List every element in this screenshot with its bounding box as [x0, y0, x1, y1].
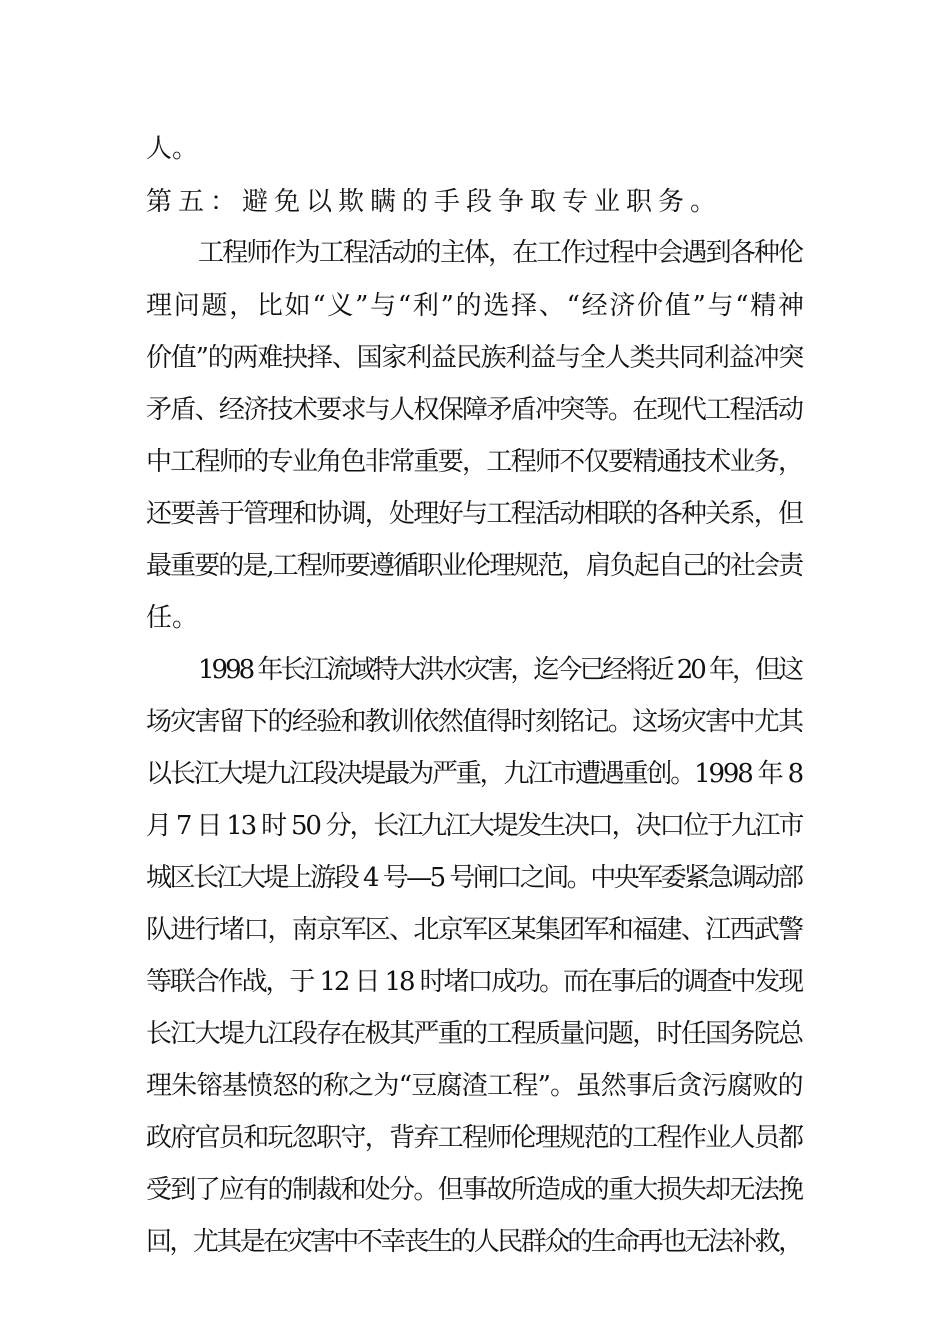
paragraph-start-line: 1998 年长江流域特大洪水灾害，迄今已经将近 20 年，但这	[198, 655, 802, 685]
text-line: 第五：避免以欺瞒的手段争取专业职务。	[146, 187, 723, 217]
text-line: 受到了应有的制裁和处分。但事故所造成的重大损失却无法挽	[146, 1175, 803, 1205]
text-line: 长江大堤九江段存在极其严重的工程质量问题，时任国务院总	[146, 1019, 803, 1049]
text-line: 人。	[146, 134, 199, 164]
text-line: 等联合作战，于 12 日 18 时堵口成功。而在事后的调查中发现	[146, 967, 803, 997]
text-line: 任。	[146, 603, 199, 633]
text-line: 回，尤其是在灾害中不幸丧生的人民群众的生命再也无法补救，	[146, 1227, 802, 1257]
text-line: 以长江大堤九江段决堤最为严重，九江市遭遇重创。1998 年 8	[146, 759, 802, 789]
text-line: 矛盾、经济技术要求与人权保障矛盾冲突等。在现代工程活动	[146, 395, 803, 425]
text-line: 理问题，比如“义”与“利”的选择、“经济价值”与“精神	[146, 291, 806, 321]
paragraph-start-line: 工程师作为工程活动的主体，在工作过程中会遇到各种伦	[198, 238, 803, 268]
text-line: 理朱镕基愤怒的称之为“豆腐渣工程”。虽然事后贪污腐败的	[146, 1071, 803, 1101]
text-line: 月 7 日 13 时 50 分，长江九江大堤发生决口，决口位于九江市	[146, 811, 803, 841]
text-line: 队进行堵口，南京军区、北京军区某集团军和福建、江西武警	[146, 915, 803, 945]
text-line: 城区长江大堤上游段 4 号—5 号闸口之间。中央军委紧急调动部	[146, 863, 802, 893]
text-line: 价值”的两难抉择、国家利益民族利益与全人类共同利益冲突	[146, 343, 804, 373]
text-line: 场灾害留下的经验和教训依然值得时刻铭记。这场灾害中尤其	[146, 707, 803, 737]
text-line: 最重要的是,工程师要遵循职业伦理规范，肩负起自己的社会责	[146, 551, 803, 581]
text-line: 政府官员和玩忽职守，背弃工程师伦理规范的工程作业人员都	[146, 1123, 803, 1153]
text-line: 中工程师的专业角色非常重要，工程师不仅要精通技术业务，	[146, 447, 803, 477]
text-line: 还要善于管理和协调，处理好与工程活动相联的各种关系，但	[146, 499, 803, 529]
